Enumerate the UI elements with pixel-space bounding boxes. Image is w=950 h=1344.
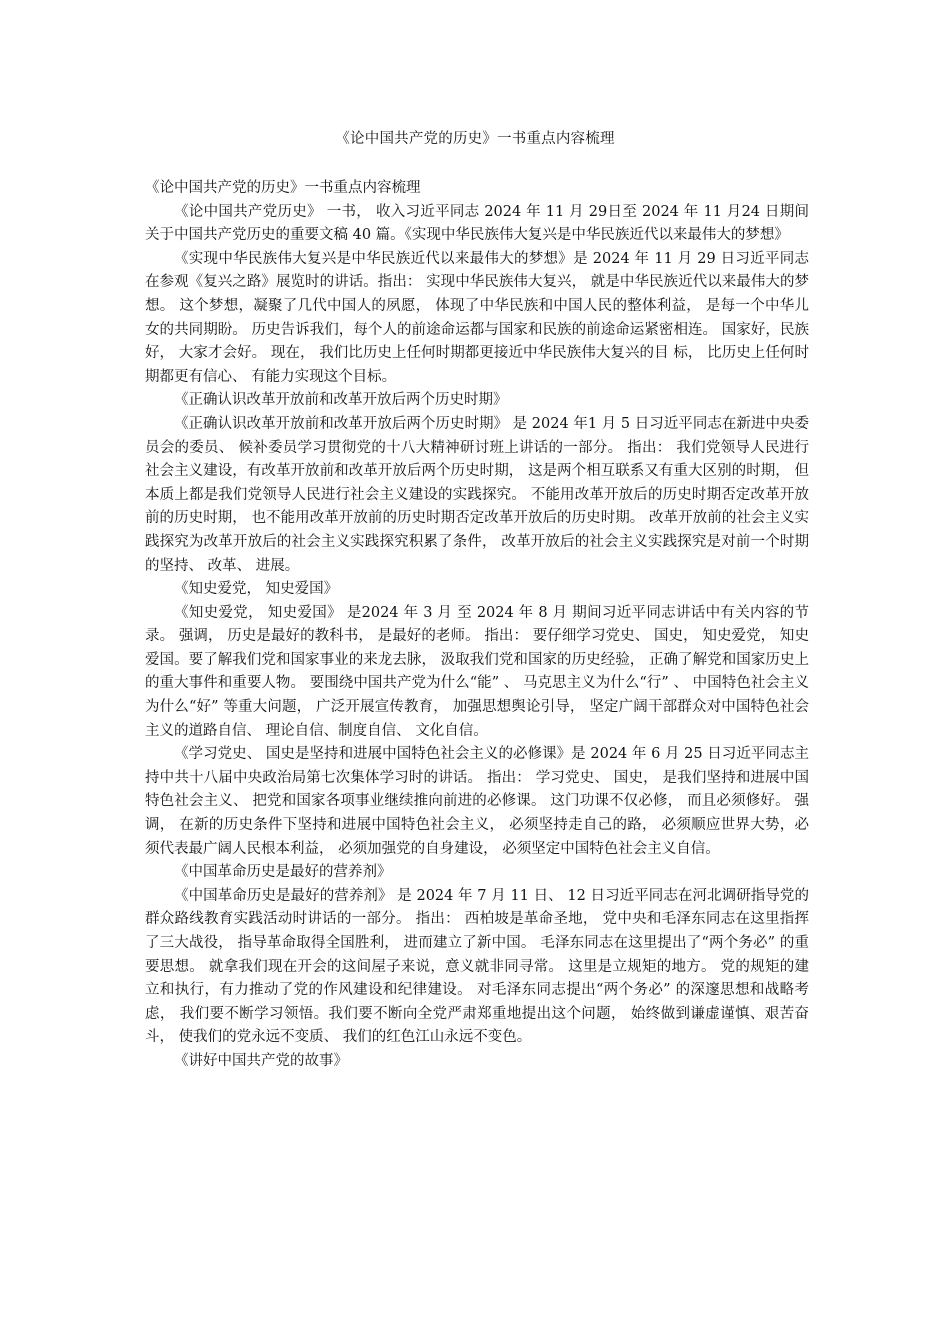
- paragraph-two-periods: 《正确认识改革开放前和改革开放后两个历史时期》 是 2024 年1 月 5 日习近平同志在新进中央委员会的委员、 候补委员学习贯彻党的十八大精神研讨班上讲话的一部分。 指出： 我们党领导人民进行社会主义建设，有改革开放前和改革开放后两个历史时期， 这是两个相互联系又有重大区别的时期， 但本质上都是我们党领导人民进行社会主义建设的实践探究。 不能用改革开放后的历史时期否定改革开放前的历史时期， 也不能用改革开放前的历史时期否定改革开放后的历史时期。 改革开放前的社会主义实践探究为改革开放后的社会主义实践探究积累了条件， 改革开放后的社会主义实践探究是对前一个时期的坚持、 改革、 进展。: [145, 415, 809, 574]
- paragraph-heading: 《论中国共产党的历史》一书重点内容梳理: [145, 180, 421, 196]
- paragraph-required-course: 《学习党史、 国史是坚持和进展中国特色社会主义的必修课》是 2024 年 6 月 25 日习近平同志主持中共十八届中央政治局第七次集体学习时的讲话。 指出： 学习党史、 国史， 是我们坚持和进展中国特色社会主义、 把党和国家各项事业继续推向前进的必修课。 这门功课不仅必修， 而且必须修好。 强调， 在新的历史条件下坚持和进展中国特色社会主义， 必须坚持走自己的路， 必须顺应世界大势，必须代表最广阔人民根本利益， 必须加强党的自身建设， 必须坚定中国特色社会主义自信。: [145, 746, 809, 857]
- document-title: 《论中国共产党的历史》一书重点内容梳理: [335, 131, 615, 147]
- section-heading-two-periods: 《正确认识改革开放前和改革开放后两个历史时期》: [174, 392, 508, 409]
- paragraph-intro: 《论中国共产党历史》 一书， 收入习近平同志 2024 年 11 月 29日至 2024 年 11 月24 日期间关于中国共产党历史的重要文稿 40 篇。《实现中华民族伟大复兴是中华民族近代以来最伟大的梦想》: [145, 203, 809, 244]
- section-heading-nutrient: 《中国革命历史是最好的营养剂》: [174, 864, 392, 881]
- paragraph-dream: 《实现中华民族伟大复兴是中华民族近代以来最伟大的梦想》是 2024 年 11 月 29 日习近平同志在参观《复兴之路》展览时的讲话。指出： 实现中华民族伟大复兴， 就是中华民族近代以来最伟大的梦想。 这个梦想，凝聚了几代中国人的夙愿， 体现了中华民族和中国人民的整体利益， 是每一个中华儿女的共同期盼。 历史告诉我们，每个人的前途命运都与国家和民族的前途命运紧密相连。 国家好，民族好， 大家才会好。 现在， 我们比历史上任何时期都更接近中华民族伟大复兴的目 标， 比历史上任何时期都更有信心、 有能力实现这个目标。: [145, 250, 809, 385]
- paragraph-know-history: 《知史爱党， 知史爱国》 是2024 年 3 月 至 2024 年 8 月 期间习近平同志讲话中有关内容的节录。 强调， 历史是最好的教科书， 是最好的老师。 指出： 要仔细学习党史、 国史， 知史爱党， 知史爱国。要了解我们党和国家事业的来龙去脉， 汲取我们党和国家的历史经验， 正确了解党和国家历史上的重大事件和重要人物。 要围绕中国共产党为什么“能” 、 马克思主义为什么“行” 、 中国特色社会主义为什么“好” 等重大问题， 广泛开展宣传教育， 加强思想舆论引导， 坚定广阔干部群众对中国特色社会主义的道路自信、 理论自信、制度自信、 文化自信。: [145, 604, 809, 739]
- document-body: [145, 177, 809, 1074]
- paragraph-nutrient: 《中国革命历史是最好的营养剂》 是 2024 年 7 月 11 日、 12 日习近平同志在河北调研指导党的群众路线教育实践活动时讲话的一部分。 指出： 西柏坡是革命圣地， 党中央和毛泽东同志在这里指挥了三大战役， 指导革命取得全国胜利， 进而建立了新中国。 毛泽东同志在这里提出了“两个务必” 的重要思想。 就拿我们现在开会的这间屋子来说，意义就非同寻常。 这里是立规矩的地方。 党的规矩的建立和执行，有力推动了党的作风建设和纪律建设。 对毛泽东同志提出“两个务必” 的深邃思想和战略考虑， 我们要不断学习领悟。我们要不断向全党严肃郑重地提出这个问题， 始终做到谦虚谨慎、艰苦奋斗， 使我们的党永远不变质、 我们的红色江山永远不变色。: [145, 887, 809, 1046]
- section-heading-stories: 《讲好中国共产党的故事》: [174, 1052, 348, 1069]
- section-heading-know-history: 《知史爱党， 知史爱国》: [174, 581, 339, 598]
